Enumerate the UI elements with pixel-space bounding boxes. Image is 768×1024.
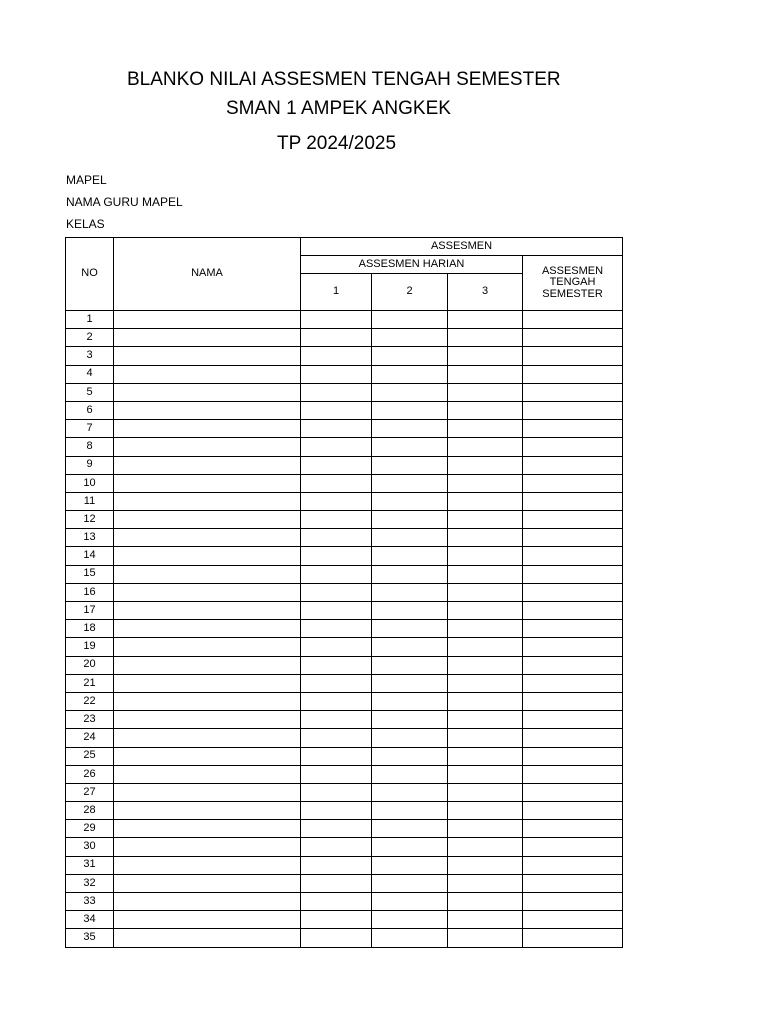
table-row: [66, 456, 623, 474]
row-number: 2: [66, 329, 114, 347]
cell-assesmen-tengah-semester[interactable]: [523, 856, 623, 874]
cell-harian-3[interactable]: [448, 893, 523, 911]
cell-harian-1[interactable]: [301, 401, 372, 419]
cell-harian-3[interactable]: [448, 438, 523, 456]
cell-nama[interactable]: [114, 729, 301, 747]
cell-assesmen-tengah-semester[interactable]: [523, 311, 623, 329]
table-row: [66, 802, 623, 820]
cell-harian-1[interactable]: [301, 565, 372, 583]
cell-assesmen-tengah-semester[interactable]: [523, 783, 623, 801]
cell-harian-3[interactable]: [448, 820, 523, 838]
cell-assesmen-tengah-semester[interactable]: [523, 838, 623, 856]
cell-nama[interactable]: [114, 365, 301, 383]
cell-harian-2[interactable]: [372, 765, 448, 783]
cell-nama[interactable]: [114, 747, 301, 765]
cell-harian-2[interactable]: [372, 438, 448, 456]
cell-harian-1[interactable]: [301, 674, 372, 692]
cell-nama[interactable]: [114, 347, 301, 365]
cell-assesmen-tengah-semester[interactable]: [523, 583, 623, 601]
cell-assesmen-tengah-semester[interactable]: [523, 383, 623, 401]
cell-assesmen-tengah-semester[interactable]: [523, 511, 623, 529]
row-number: 17: [66, 602, 114, 620]
cell-nama[interactable]: [114, 474, 301, 492]
cell-assesmen-tengah-semester[interactable]: [523, 329, 623, 347]
document-title: BLANKO NILAI ASSESMEN TENGAH SEMESTER: [127, 69, 561, 90]
cell-nama[interactable]: [114, 583, 301, 601]
cell-harian-2[interactable]: [372, 711, 448, 729]
mapel-label: MAPEL: [66, 173, 107, 187]
kelas-label: KELAS: [66, 217, 105, 231]
school-year: TP 2024/2025: [277, 133, 397, 154]
cell-harian-1[interactable]: [301, 656, 372, 674]
table-row: [66, 583, 623, 601]
cell-assesmen-tengah-semester[interactable]: [523, 420, 623, 438]
cell-harian-3[interactable]: [448, 638, 523, 656]
row-number: 23: [66, 711, 114, 729]
table-row: [66, 674, 623, 692]
row-number: 34: [66, 911, 114, 929]
cell-nama[interactable]: [114, 692, 301, 710]
row-number: 5: [66, 383, 114, 401]
cell-harian-2[interactable]: [372, 893, 448, 911]
row-number: 9: [66, 456, 114, 474]
row-number: 10: [66, 474, 114, 492]
cell-nama[interactable]: [114, 565, 301, 583]
row-number: 4: [66, 365, 114, 383]
cell-harian-1[interactable]: [301, 474, 372, 492]
cell-harian-1[interactable]: [301, 420, 372, 438]
cell-harian-1[interactable]: [301, 929, 372, 947]
cell-harian-1[interactable]: [301, 529, 372, 547]
column-header-assesmen-tengah-semester: ASSESMEN TENGAH SEMESTER: [523, 256, 623, 311]
cell-harian-3[interactable]: [448, 729, 523, 747]
cell-harian-1[interactable]: [301, 747, 372, 765]
cell-assesmen-tengah-semester[interactable]: [523, 820, 623, 838]
row-number: 27: [66, 783, 114, 801]
cell-nama[interactable]: [114, 329, 301, 347]
cell-assesmen-tengah-semester[interactable]: [523, 692, 623, 710]
cell-harian-1[interactable]: [301, 874, 372, 892]
cell-nama[interactable]: [114, 383, 301, 401]
cell-nama[interactable]: [114, 620, 301, 638]
cell-harian-1[interactable]: [301, 620, 372, 638]
cell-nama[interactable]: [114, 674, 301, 692]
row-number: 6: [66, 401, 114, 419]
cell-harian-3[interactable]: [448, 383, 523, 401]
cell-harian-3[interactable]: [448, 783, 523, 801]
table-row: [66, 311, 623, 329]
cell-assesmen-tengah-semester[interactable]: [523, 602, 623, 620]
row-number: 25: [66, 747, 114, 765]
row-number: 33: [66, 893, 114, 911]
cell-harian-2[interactable]: [372, 329, 448, 347]
cell-harian-1[interactable]: [301, 711, 372, 729]
row-number: 12: [66, 511, 114, 529]
cell-harian-2[interactable]: [372, 656, 448, 674]
cell-harian-2[interactable]: [372, 347, 448, 365]
cell-harian-3[interactable]: [448, 602, 523, 620]
cell-harian-2[interactable]: [372, 783, 448, 801]
row-number: 14: [66, 547, 114, 565]
cell-harian-3[interactable]: [448, 329, 523, 347]
cell-assesmen-tengah-semester[interactable]: [523, 747, 623, 765]
cell-harian-1[interactable]: [301, 456, 372, 474]
cell-assesmen-tengah-semester[interactable]: [523, 674, 623, 692]
cell-harian-3[interactable]: [448, 620, 523, 638]
cell-harian-2[interactable]: [372, 547, 448, 565]
cell-harian-1[interactable]: [301, 547, 372, 565]
column-header-harian-3: 3: [448, 274, 523, 311]
cell-harian-2[interactable]: [372, 911, 448, 929]
cell-harian-2[interactable]: [372, 729, 448, 747]
cell-nama[interactable]: [114, 438, 301, 456]
cell-nama[interactable]: [114, 874, 301, 892]
cell-assesmen-tengah-semester[interactable]: [523, 711, 623, 729]
table-row: [66, 383, 623, 401]
table-row: [66, 492, 623, 510]
cell-nama[interactable]: [114, 638, 301, 656]
cell-harian-3[interactable]: [448, 365, 523, 383]
cell-harian-2[interactable]: [372, 620, 448, 638]
school-name: SMAN 1 AMPEK ANGKEK: [226, 98, 451, 119]
row-number: 28: [66, 802, 114, 820]
cell-harian-3[interactable]: [448, 692, 523, 710]
cell-harian-1[interactable]: [301, 838, 372, 856]
row-number: 29: [66, 820, 114, 838]
cell-harian-2[interactable]: [372, 747, 448, 765]
cell-nama[interactable]: [114, 929, 301, 947]
row-number: 22: [66, 692, 114, 710]
cell-assesmen-tengah-semester[interactable]: [523, 492, 623, 510]
row-number: 31: [66, 856, 114, 874]
row-number: 3: [66, 347, 114, 365]
table-row: [66, 420, 623, 438]
table-row: [66, 529, 623, 547]
cell-harian-3[interactable]: [448, 929, 523, 947]
row-number: 8: [66, 438, 114, 456]
cell-harian-2[interactable]: [372, 492, 448, 510]
cell-assesmen-tengah-semester[interactable]: [523, 401, 623, 419]
cell-assesmen-tengah-semester[interactable]: [523, 529, 623, 547]
cell-nama[interactable]: [114, 911, 301, 929]
cell-nama[interactable]: [114, 420, 301, 438]
cell-nama[interactable]: [114, 529, 301, 547]
row-number: 20: [66, 656, 114, 674]
row-number: 1: [66, 311, 114, 329]
table-row: [66, 365, 623, 383]
cell-harian-1[interactable]: [301, 802, 372, 820]
table-row: [66, 602, 623, 620]
table-row: [66, 401, 623, 419]
cell-assesmen-tengah-semester[interactable]: [523, 874, 623, 892]
cell-harian-1[interactable]: [301, 492, 372, 510]
cell-harian-2[interactable]: [372, 365, 448, 383]
cell-harian-2[interactable]: [372, 856, 448, 874]
table-row: [66, 820, 623, 838]
table-row: [66, 347, 623, 365]
cell-assesmen-tengah-semester[interactable]: [523, 565, 623, 583]
row-number: 7: [66, 420, 114, 438]
table-row: [66, 729, 623, 747]
cell-harian-3[interactable]: [448, 856, 523, 874]
cell-harian-3[interactable]: [448, 547, 523, 565]
table-row: [66, 747, 623, 765]
table-row: [66, 874, 623, 892]
cell-harian-2[interactable]: [372, 383, 448, 401]
row-number: 13: [66, 529, 114, 547]
table-row: [66, 856, 623, 874]
cell-harian-2[interactable]: [372, 802, 448, 820]
cell-harian-3[interactable]: [448, 711, 523, 729]
table-row: [66, 929, 623, 947]
row-number: 30: [66, 838, 114, 856]
cell-nama[interactable]: [114, 602, 301, 620]
cell-harian-2[interactable]: [372, 565, 448, 583]
grades-table: [65, 237, 623, 948]
cell-harian-3[interactable]: [448, 583, 523, 601]
row-number: 11: [66, 492, 114, 510]
cell-harian-2[interactable]: [372, 602, 448, 620]
cell-nama[interactable]: [114, 802, 301, 820]
cell-nama[interactable]: [114, 765, 301, 783]
table-row: [66, 656, 623, 674]
column-header-no: NO: [66, 238, 114, 311]
cell-assesmen-tengah-semester[interactable]: [523, 547, 623, 565]
cell-nama[interactable]: [114, 893, 301, 911]
column-header-harian-2: 2: [372, 274, 448, 311]
cell-assesmen-tengah-semester[interactable]: [523, 656, 623, 674]
cell-harian-1[interactable]: [301, 820, 372, 838]
cell-nama[interactable]: [114, 311, 301, 329]
cell-nama[interactable]: [114, 656, 301, 674]
cell-harian-1[interactable]: [301, 911, 372, 929]
cell-harian-3[interactable]: [448, 838, 523, 856]
cell-nama[interactable]: [114, 492, 301, 510]
row-number: 26: [66, 765, 114, 783]
cell-harian-1[interactable]: [301, 856, 372, 874]
cell-harian-3[interactable]: [448, 420, 523, 438]
table-row: [66, 783, 623, 801]
row-number: 32: [66, 874, 114, 892]
cell-assesmen-tengah-semester[interactable]: [523, 802, 623, 820]
cell-harian-1[interactable]: [301, 347, 372, 365]
table-row: [66, 474, 623, 492]
table-row: [66, 547, 623, 565]
table-row: [66, 838, 623, 856]
column-header-harian-1: 1: [301, 274, 372, 311]
table-row: [66, 638, 623, 656]
row-number: 15: [66, 565, 114, 583]
cell-harian-3[interactable]: [448, 747, 523, 765]
cell-harian-3[interactable]: [448, 565, 523, 583]
cell-nama[interactable]: [114, 820, 301, 838]
cell-harian-2[interactable]: [372, 674, 448, 692]
cell-assesmen-tengah-semester[interactable]: [523, 620, 623, 638]
cell-assesmen-tengah-semester[interactable]: [523, 347, 623, 365]
cell-assesmen-tengah-semester[interactable]: [523, 893, 623, 911]
cell-assesmen-tengah-semester[interactable]: [523, 929, 623, 947]
cell-assesmen-tengah-semester[interactable]: [523, 729, 623, 747]
row-number: 16: [66, 583, 114, 601]
cell-harian-3[interactable]: [448, 347, 523, 365]
cell-harian-3[interactable]: [448, 802, 523, 820]
cell-harian-2[interactable]: [372, 401, 448, 419]
cell-harian-1[interactable]: [301, 365, 372, 383]
cell-harian-3[interactable]: [448, 674, 523, 692]
cell-assesmen-tengah-semester[interactable]: [523, 911, 623, 929]
table-row: [66, 692, 623, 710]
cell-harian-1[interactable]: [301, 583, 372, 601]
cell-harian-1[interactable]: [301, 383, 372, 401]
cell-harian-2[interactable]: [372, 820, 448, 838]
cell-nama[interactable]: [114, 401, 301, 419]
cell-nama[interactable]: [114, 838, 301, 856]
cell-nama[interactable]: [114, 856, 301, 874]
cell-harian-2[interactable]: [372, 511, 448, 529]
column-header-nama: NAMA: [114, 238, 301, 311]
cell-harian-2[interactable]: [372, 583, 448, 601]
cell-harian-1[interactable]: [301, 765, 372, 783]
cell-harian-3[interactable]: [448, 765, 523, 783]
cell-assesmen-tengah-semester[interactable]: [523, 474, 623, 492]
cell-harian-1[interactable]: [301, 729, 372, 747]
cell-assesmen-tengah-semester[interactable]: [523, 438, 623, 456]
row-number: 19: [66, 638, 114, 656]
cell-assesmen-tengah-semester[interactable]: [523, 638, 623, 656]
table-row: [66, 511, 623, 529]
table-row: [66, 911, 623, 929]
cell-harian-1[interactable]: [301, 438, 372, 456]
cell-harian-2[interactable]: [372, 420, 448, 438]
row-number: 21: [66, 674, 114, 692]
row-number: 24: [66, 729, 114, 747]
cell-harian-1[interactable]: [301, 329, 372, 347]
cell-harian-1[interactable]: [301, 311, 372, 329]
table-row: [66, 620, 623, 638]
cell-nama[interactable]: [114, 711, 301, 729]
cell-harian-1[interactable]: [301, 511, 372, 529]
cell-harian-3[interactable]: [448, 474, 523, 492]
cell-harian-2[interactable]: [372, 456, 448, 474]
cell-nama[interactable]: [114, 547, 301, 565]
cell-harian-1[interactable]: [301, 638, 372, 656]
row-number: 18: [66, 620, 114, 638]
cell-assesmen-tengah-semester[interactable]: [523, 456, 623, 474]
cell-harian-1[interactable]: [301, 692, 372, 710]
cell-harian-3[interactable]: [448, 401, 523, 419]
table-row: [66, 438, 623, 456]
guru-mapel-label: NAMA GURU MAPEL: [66, 195, 183, 209]
cell-harian-1[interactable]: [301, 783, 372, 801]
column-group-assesmen: ASSESMEN: [301, 238, 623, 256]
cell-harian-2[interactable]: [372, 929, 448, 947]
table-row: [66, 893, 623, 911]
cell-harian-2[interactable]: [372, 692, 448, 710]
table-row: [66, 711, 623, 729]
cell-harian-3[interactable]: [448, 511, 523, 529]
cell-harian-3[interactable]: [448, 456, 523, 474]
cell-nama[interactable]: [114, 511, 301, 529]
cell-harian-3[interactable]: [448, 311, 523, 329]
cell-harian-2[interactable]: [372, 838, 448, 856]
grades-table-body: [66, 311, 623, 948]
table-row: [66, 765, 623, 783]
cell-harian-3[interactable]: [448, 874, 523, 892]
cell-harian-2[interactable]: [372, 529, 448, 547]
cell-nama[interactable]: [114, 783, 301, 801]
cell-harian-2[interactable]: [372, 311, 448, 329]
cell-assesmen-tengah-semester[interactable]: [523, 765, 623, 783]
column-group-assesmen-harian: ASSESMEN HARIAN: [301, 256, 523, 274]
row-number: 35: [66, 929, 114, 947]
cell-nama[interactable]: [114, 456, 301, 474]
cell-harian-3[interactable]: [448, 492, 523, 510]
cell-harian-2[interactable]: [372, 874, 448, 892]
cell-harian-2[interactable]: [372, 638, 448, 656]
cell-harian-2[interactable]: [372, 474, 448, 492]
cell-harian-3[interactable]: [448, 656, 523, 674]
table-row: [66, 565, 623, 583]
cell-assesmen-tengah-semester[interactable]: [523, 365, 623, 383]
cell-harian-3[interactable]: [448, 911, 523, 929]
table-row: [66, 329, 623, 347]
cell-harian-3[interactable]: [448, 529, 523, 547]
cell-harian-1[interactable]: [301, 602, 372, 620]
cell-harian-1[interactable]: [301, 893, 372, 911]
